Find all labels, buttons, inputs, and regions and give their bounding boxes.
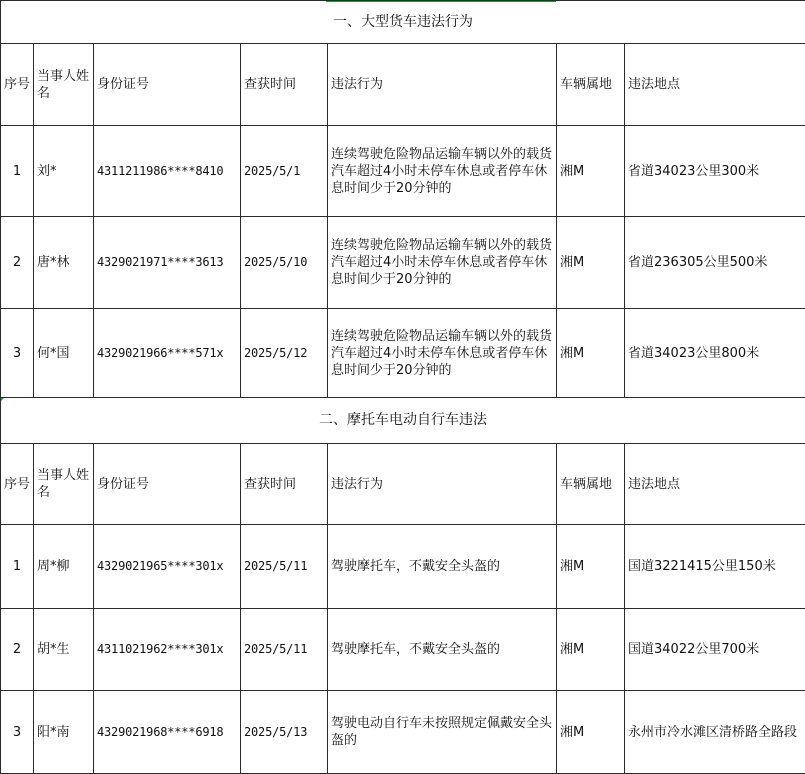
header-violation: 违法行为 (328, 444, 557, 525)
cell-location: 省道34023公里800米 (625, 309, 805, 398)
cell-time: 2025/5/12 (241, 309, 328, 398)
cell-time: 2025/5/11 (241, 525, 328, 609)
cell-name: 胡*生 (34, 609, 94, 691)
header-index: 序号 (1, 44, 34, 126)
cell-location: 国道34022公里700米 (625, 609, 805, 691)
cell-index: 2 (1, 217, 34, 309)
section-title: 二、摩托车电动自行车违法 (1, 398, 805, 444)
cell-index: 3 (1, 691, 34, 774)
cell-violation: 连续驾驶危险物品运输车辆以外的载货汽车超过4小时未停车休息或者停车休息时间少于20分钟的 (328, 309, 557, 398)
table-row (1, 217, 805, 309)
cell-time: 2025/5/11 (241, 609, 328, 691)
cell-violation: 驾驶摩托车，不戴安全头盔的 (328, 525, 557, 609)
table-row (1, 691, 805, 774)
cell-region: 湘M (557, 126, 625, 217)
header-id: 身份证号 (94, 44, 241, 126)
header-name: 当事人姓名 (34, 444, 94, 525)
table-row (1, 525, 805, 609)
cell-index: 1 (1, 525, 34, 609)
cell-index: 3 (1, 309, 34, 398)
table-row (1, 309, 805, 398)
header-region: 车辆属地 (557, 44, 625, 126)
header-location: 违法地点 (625, 44, 805, 126)
cell-time: 2025/5/13 (241, 691, 328, 774)
header-time: 查获时间 (241, 444, 328, 525)
cell-region: 湘M (557, 525, 625, 609)
cell-name: 周*柳 (34, 525, 94, 609)
cell-region: 湘M (557, 217, 625, 309)
cell-index: 2 (1, 609, 34, 691)
cell-time: 2025/5/10 (241, 217, 328, 309)
header-time: 查获时间 (241, 44, 328, 126)
section-title: 一、大型货车违法行为 (1, 1, 805, 44)
table-row (1, 609, 805, 691)
cell-id: 4329021968****6918 (94, 691, 241, 774)
cell-violation: 驾驶摩托车，不戴安全头盔的 (328, 609, 557, 691)
header-index: 序号 (1, 444, 34, 525)
header-violation: 违法行为 (328, 44, 557, 126)
cell-id: 4329021971****3613 (94, 217, 241, 309)
cell-location: 永州市冷水滩区清桥路全路段 (625, 691, 805, 774)
cell-violation: 连续驾驶危险物品运输车辆以外的载货汽车超过4小时未停车休息或者停车休息时间少于20分钟的 (328, 126, 557, 217)
cell-index: 1 (1, 126, 34, 217)
cell-region: 湘M (557, 691, 625, 774)
cell-location: 省道236305公里500米 (625, 217, 805, 309)
cell-name: 刘* (34, 126, 94, 217)
header-id: 身份证号 (94, 444, 241, 525)
table-row (1, 126, 805, 217)
cell-location: 省道34023公里300米 (625, 126, 805, 217)
cell-id: 4329021965****301x (94, 525, 241, 609)
cell-name: 阳*南 (34, 691, 94, 774)
cell-region: 湘M (557, 309, 625, 398)
cell-time: 2025/5/1 (241, 126, 328, 217)
header-name: 当事人姓名 (34, 44, 94, 126)
cell-id: 4329021966****571x (94, 309, 241, 398)
header-region: 车辆属地 (557, 444, 625, 525)
cell-location: 国道3221415公里150米 (625, 525, 805, 609)
cell-name: 唐*林 (34, 217, 94, 309)
cell-id: 4311021962****301x (94, 609, 241, 691)
section-motorcycle-violations (0, 397, 805, 774)
cell-violation: 连续驾驶危险物品运输车辆以外的载货汽车超过4小时未停车休息或者停车休息时间少于20分钟的 (328, 217, 557, 309)
header-location: 违法地点 (625, 444, 805, 525)
cell-violation: 驾驶电动自行车未按照规定佩戴安全头盔的 (328, 691, 557, 774)
cell-name: 何*国 (34, 309, 94, 398)
cell-id: 4311211986****8410 (94, 126, 241, 217)
cell-region: 湘M (557, 609, 625, 691)
